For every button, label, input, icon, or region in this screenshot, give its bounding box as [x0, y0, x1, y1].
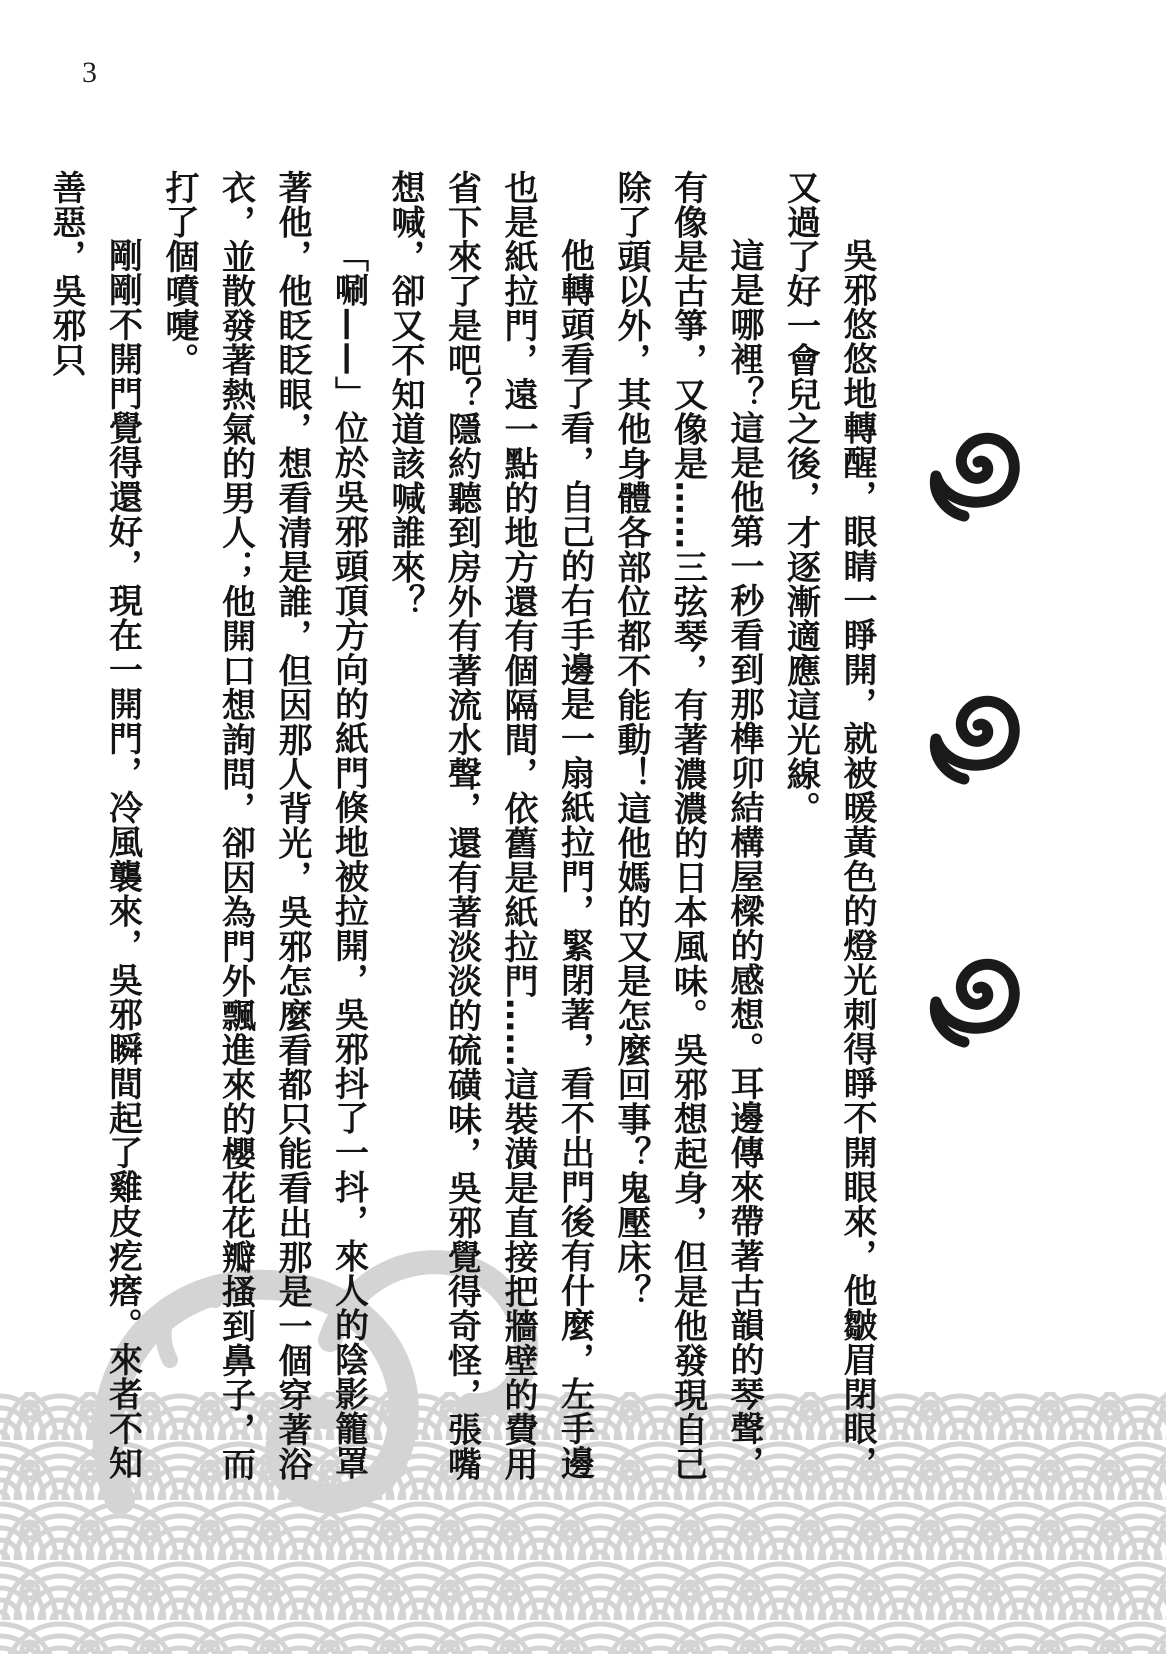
spiral-icon [935, 701, 1014, 779]
paragraph: 「唰——」位於吳邪頭頂方向的紙門倏地被拉開，吳邪抖了一抖，來人的陰影籠罩著他，他眨眨眼，想看清是誰，但因那人背光，吳邪怎麼看都只能看出那是一個穿著浴衣，並散發著熱氣的男人；他開口想詢問，卻因為門外飄進來的櫻花花瓣搔到鼻子，而打了個噴嚏。 [159, 170, 369, 1481]
paragraph: 這是哪裡？這是他第一秒看到那榫卯結構屋樑的感想。耳邊傳來帶著古韻的琴聲，有像是古箏，又像是……三弦琴，有著濃濃的日本風味。吳邪想起身，但是他發現自己除了頭以外，其他身體各部位都不能動！這他媽的又是怎麼回事？鬼壓床？ [611, 170, 764, 1481]
spiral-icon [935, 964, 1014, 1042]
page-number: 3 [82, 56, 97, 89]
spiral-icon [935, 438, 1014, 516]
paragraph: 他轉頭看了看，自己的右手邊是一扇紙拉門，緊閉著，看不出門後有什麼，左手邊也是紙拉門，遠一點的地方還有個隔間，依舊是紙拉門……這裝潢是直接把牆壁的費用省下來了是吧？隱約聽到房外有著流水聲，還有著淡淡的硫磺味，吳邪覺得奇怪，張嘴想喊，卻又不知道該喊誰來？ [385, 170, 595, 1481]
paragraph: 剛剛不開門覺得還好，現在一開門，冷風襲來，吳邪瞬間起了雞皮疙瘩。來者不知善惡，吳邪只 [46, 170, 143, 1480]
paragraph: 吳邪悠悠地轉醒，眼睛一睜開，就被暖黃色的燈光刺得睜不開眼來，他皺眉閉眼，又過了好一會兒之後，才逐漸適應這光線。 [780, 170, 877, 1480]
body-text [46, 170, 885, 1500]
